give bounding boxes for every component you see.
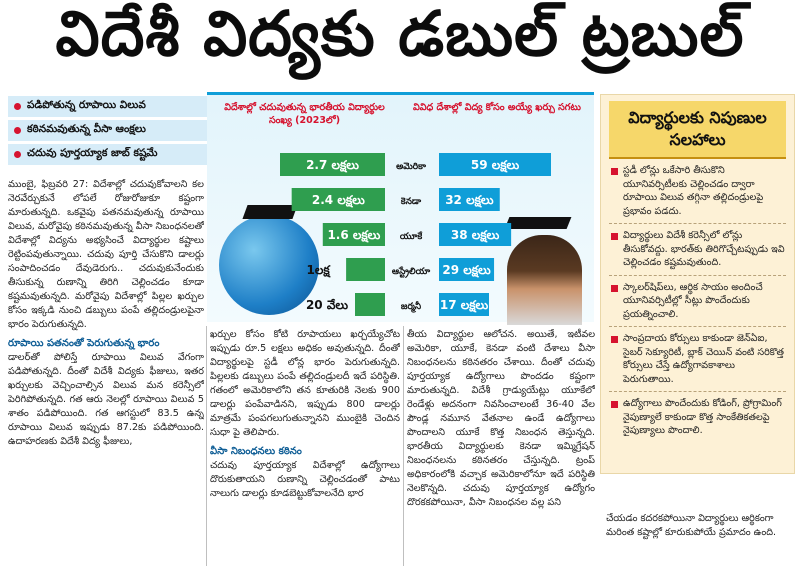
tip-text: ఉద్యోగాలు పొందేందుకు కోడింగ్, ప్రోగ్రామింగ్ నైపుణ్యాలే కాకుండా కొత్త సాంకేతికతలపై నైపుణ్యాలు పొందాలి.: [623, 398, 782, 436]
tips-tail-text: చేయడం కదరకపోయినా విద్యార్థులు ఆర్థికంగా మరింత కష్టాల్లో కూరుకుపోయే ప్రమాదం ఉంది.: [606, 513, 777, 538]
tip-item: [601, 276, 794, 324]
tip-text: స్టడీ లోన్లు ఒకేసారి తీసుకొని యూనివర్సిటీలకు చెల్లించడం ద్వారా రూపాయి విలువ తగ్గినా తల్లిదండ్రులపై ప్రభావం పడదు.: [623, 165, 764, 217]
paragraph: చదువు పూర్తయ్యాక విదేశాల్లో ఉద్యోగాలు దొరుకుతాయని రుణాన్ని చెల్లించడంతో పాటు నాలుగు డాలర్లు కూడబెట్టుకోవాలనేది భార: [210, 460, 400, 499]
bullet-text: కఠినమవుతున్న వీసా ఆంక్షలు: [27, 123, 146, 135]
tip-bullet-icon: [611, 336, 618, 343]
student-count-label: 1.6 లక్షలు: [327, 228, 381, 242]
subheading: వీసా నిబంధనలు కఠినం: [210, 446, 302, 457]
student-count-label: 1లక్ష: [306, 263, 330, 277]
cost-label: 32 లక్షలు: [445, 193, 494, 207]
bullet-text: చదువు పూర్తయ్యాక జాబ్ కష్టమే: [27, 147, 158, 159]
tip-item: [601, 327, 794, 388]
infographic-chart: [207, 92, 594, 322]
chart-svg: [207, 95, 594, 325]
bullet-text: పడిపోతున్న రూపాయి విలువ: [27, 99, 146, 111]
tip-item: [601, 392, 794, 440]
paragraph: తీయ విద్యార్థుల ఆలోచన. అయితే, ఇటీవల అమెరికా, యూకే, కెనడా వంటి దేశాలు వీసా నిబంధనలను కఠినతరం చేశాయి. దీంతో చదువు పూర్తయ్యాక ఉద్యోగాలు పొందడం కష్టంగా మారుతున్నది. విదేశీ గ్రాడ్యుయేట్లు యూకేలో రెండేళ్లు అదనంగా నివసించాలంటే 36-40 వేల పౌండ్ల నమూన వేతనాల ఉండే ఉద్యోగాలు పొందాలని యూకే కొత్త నిబంధన తెస్తున్నది. భారతీయ విద్యార్థులకు కెనడా ఇమ్మిగ్రేషన్ నిబంధనలను కఠినతరం చేస్తున్నది. ట్రంప్ అధికారంలోకి వచ్చాక అమెరికాలోనూ ఇదే పరిస్థితి నెలకొన్నది. చదువు పూర్తయ్యాక ఉద్యోగం దొరకకపోయినా, వీసా నిబంధనల వల్ల పని: [407, 329, 595, 508]
paragraph: ఖర్చుల కోసం కోటి రూపాయలు ఖర్చయ్యేచోట ఇప్పుడు రూ.5 లక్షలు అధికం అవుతున్నది. దీంతో విద్యార్థులపై స్టడీ లోన్ల భారం పెరుగుతున్నది. పిల్లలకు డబ్బులు పంపే తల్లిదండ్రులదీ ఇదే పరిస్థితి. గతంలో అమెరికాలోని తన కూతురికి నెలకు 900 డాలర్లు పంపేవాడినని, ఇప్పుడు 800 డాలర్లు మాత్రమే పంపగలుగుతున్నానని ముంబైకి చెందిన సుధా పై తెలిపారు.: [210, 329, 400, 438]
country-label: అమెరికా: [396, 162, 426, 172]
tip-text: విద్యార్థులు విదేశీ కరెన్సీలో లోన్లు తీసుకోవద్దు. భారత్‌కు తిరిగొచ్చేటప్పుడు ఇవి చెల్లించడం కష్టమవుతుంది.: [623, 230, 785, 268]
article-column-1: [8, 178, 204, 566]
cost-label: 59 లక్షలు: [470, 158, 520, 172]
student-count-bar: [346, 258, 385, 281]
tips-box: [600, 94, 795, 474]
country-label: జర్మనీ: [400, 302, 422, 312]
tip-text: స్కాలర్‌షిప్‌లు, ఆర్థిక సాయం అందించే యూనివర్సిటీల్లో సీట్లు పొందేందుకు ప్రయత్నించాలి.: [623, 281, 763, 320]
cost-label: 38 లక్షలు: [450, 228, 500, 242]
tips-title: విద్యార్థులకు నిపుణుల సలహాలు: [609, 101, 786, 159]
bullet-item: [8, 120, 208, 141]
chart-title-students: విదేశాల్లో చదువుతున్న భారతీయ విద్యార్థుల సంఖ్య (2023లో): [224, 102, 385, 126]
tip-item: [601, 159, 794, 220]
column-divider: [206, 326, 207, 566]
tips-list: [601, 159, 794, 440]
bullet-list: [8, 96, 208, 168]
subheading: రూపాయి పతనంతో పెరుగుతున్న భారం: [8, 338, 160, 349]
chart-title-cost: వివిధ దేశాల్లో విద్య కోసం అయ్యే ఖర్చు సగటు: [413, 102, 581, 113]
article-column-2: [210, 328, 400, 566]
cost-label: 29 లక్షలు: [442, 263, 491, 277]
student-count-bar: [355, 293, 385, 316]
tip-bullet-icon: [611, 233, 618, 240]
tip-bullet-icon: [611, 401, 618, 408]
article-column-3: [407, 328, 595, 566]
bullet-dot-icon: [14, 151, 21, 158]
student-count-label: 2.7 లక్షలు: [306, 158, 359, 172]
tip-bullet-icon: [611, 285, 618, 292]
tip-item: [601, 224, 794, 272]
headline: విదేశీ విద్యకు డబుల్ ట్రబుల్: [55, 0, 745, 70]
student-count-label: 2.4 లక్షలు: [311, 193, 365, 207]
bullet-dot-icon: [14, 127, 21, 134]
bullet-dot-icon: [14, 103, 21, 110]
country-label: యూకే: [399, 232, 423, 242]
bullet-item: [8, 96, 208, 117]
paragraph: డాలర్‌తో పోలిస్తే రూపాయి విలువ వేగంగా పడిపోతున్నది. దీంతో విదేశీ విద్యకు ఫీజులు, ఇతర ఖర్చులకు వెచ్చించాల్సిన విలువ మన కరెన్సీలో పెరిగిపోతున్నది. గత ఆరు నెలల్లో రూపాయి విలువ 5 శాతం పడిపోయింది. గత ఆగస్టులో 83.5 ఉన్న రూపాయి విలువ ఇప్పుడు 87.2కు పడిపోయింది. ఉదాహరణకు విదేశీ విద్య ఫీజులు,: [8, 352, 204, 447]
column-divider: [403, 326, 404, 566]
tip-bullet-icon: [611, 168, 618, 175]
country-label: ఆస్ట్రేలియా: [391, 267, 431, 277]
country-label: కెనడా: [400, 197, 422, 207]
paragraph: ముంబై, ఫిబ్రవరి 27: విదేశాల్లో చదువుకోవాలని కల నెరవేర్చుకునే లోపలే రోజురోజుకూ కష్టంగా మారుతున్నది. ఒకవైపు పతనమవుతున్న రూపాయి విలువ, మరోవైపు కఠినమవుతున్న వీసా నిబంధనలతో విదేశాల్లో విద్యను అభ్యసించే విద్యార్థుల కష్టాలు రెట్టింపవుతున్నాయి. చదువు పూర్తి చేసుకొని డాలర్లు సంపాదించడం దేవుడెరుగు.. చదువుకునేందుకు తీసుకున్న రుణాన్ని తిరిగి చెల్లించడం కూడా కష్టమవుతున్నది. మరోవైపు విదేశాల్లో పిల్లల ఖర్చుల కోసం ఇక్కడి నుంచి డబ్బులు పంపే తల్లిదండ్రులపైనా భారం పెరుగుతున్నది.: [8, 179, 204, 330]
cost-label: 17 లక్షలు: [439, 298, 489, 312]
student-count-label: 20 వేలు: [305, 298, 349, 312]
tip-text: సాంప్రదాయ కోర్సులు కాకుండా జెన్‌ఏఐ, సైబర్ సెక్యూరిటీ, బ్లాక్ చెయిన్ వంటి సరికొత్త కోర్సులు చేస్తే ఉద్యోగావకాశాలు పెరుగుతాయి.: [623, 333, 784, 385]
bullet-item: [8, 144, 208, 165]
